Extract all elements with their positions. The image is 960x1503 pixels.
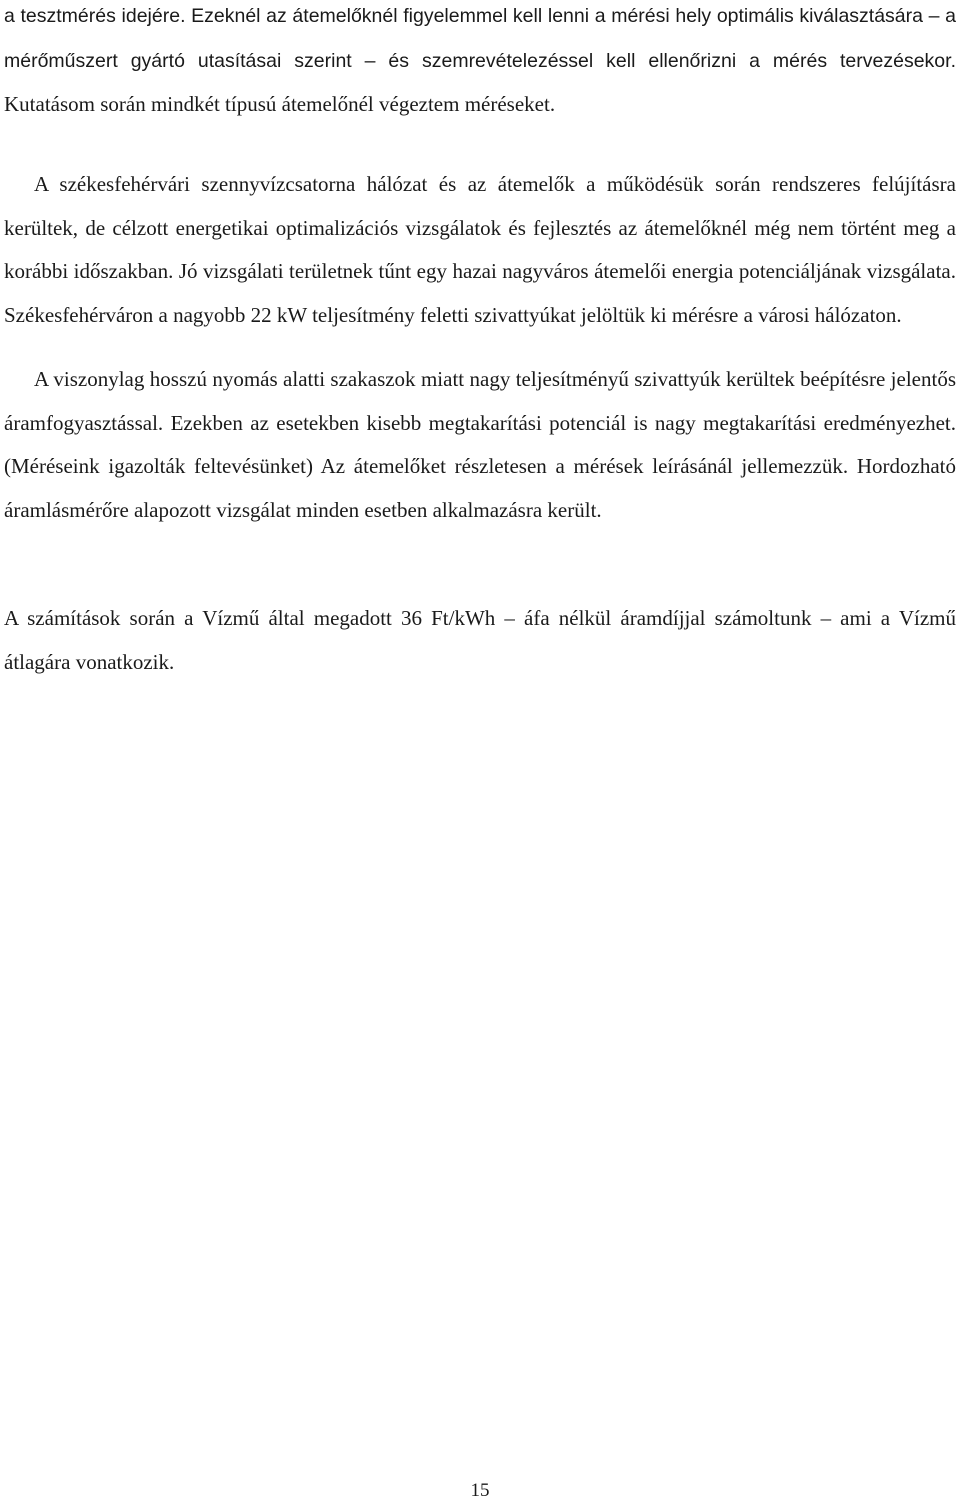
paragraph-2-continuation: Jó vizsgálati területnek tűnt egy hazai nagyváros átemelői energia potenciáljának vizsgálata. Székesfehérváron a nagyobb 22 kW teljesítmény feletti szivattyúkat jelöltük ki mérésre a városi hálózaton. <box>4 259 956 327</box>
paragraph-2-serif-text: A székesfehérvári szennyvízcsatorna hálózat és az átemelők a működésük során rendszeres felújításra kerültek, de célzott energetikai optimalizációs vizsgálatok és fejlesztés az átemelőknél még nem történt meg a korábbi időszakban. <box>4 172 956 284</box>
page-number: 15 <box>470 1480 490 1501</box>
paragraph-1-sans-text: a tesztmérés idejére. Ezeknél az átemelőknél figyelemmel kell lenni a mérési hely optimális kiválasztására – a mérőműszert gyártó utasításai szerint – és szemrevételezéssel kell ellenőrizni a mérés tervezésekor. <box>4 5 956 72</box>
paragraph-4: A számítások során a Vízmű által megadott 36 Ft/kWh – áfa nélkül áramdíjjal számoltunk – ami a Vízmű átlagára vonatkozik. <box>4 606 956 674</box>
paragraph-1-serif-text: Kutatásom során mindkét típusú átemelőnél végeztem méréseket. <box>4 92 556 117</box>
paragraph-3: A viszonylag hosszú nyomás alatti szakaszok miatt nagy teljesítményű szivattyúk kerültek beépítésre jelentős áramfogyasztással. Ezekben az esetekben kisebb megtakarítási potenciál is nagy megtakarítási eredményezhet. (Méréseink igazolták feltevésünket) Az átemelőket részletesen a mérések leírásánál jellemezzük. Hordozható áramlásmérőre alapozott vizsgálat minden esetben alkalmazásra került. <box>4 367 956 522</box>
paragraph-1 <box>4 0 956 127</box>
paragraph-2 <box>4 163 956 337</box>
